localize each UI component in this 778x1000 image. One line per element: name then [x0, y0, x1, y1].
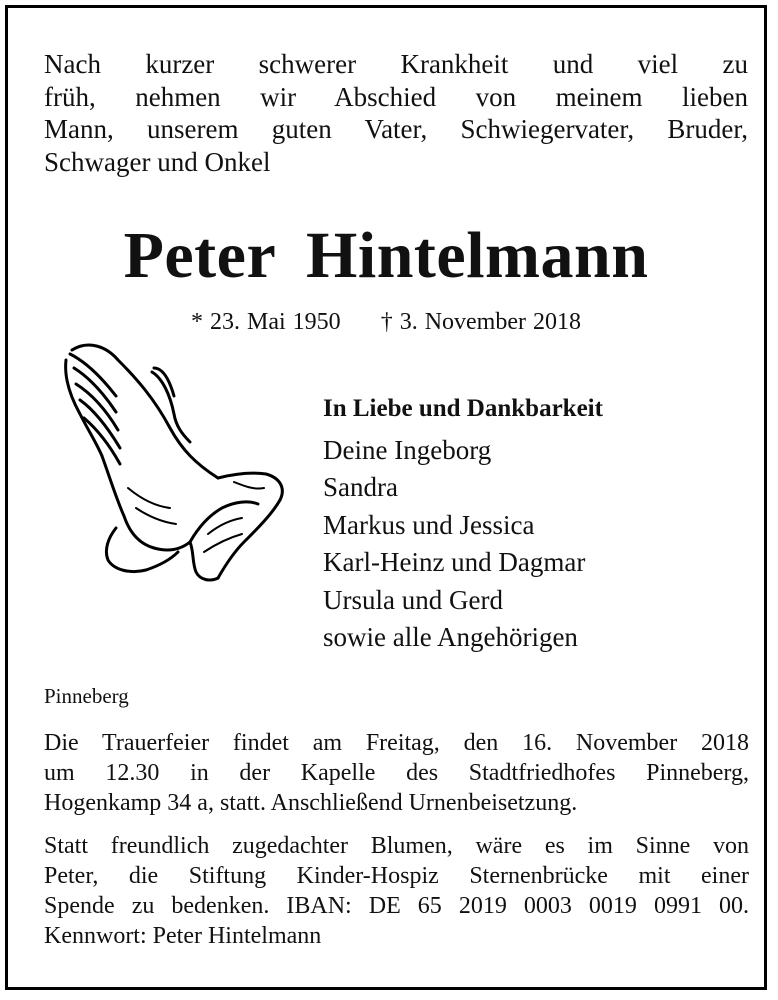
ceremony-line: Die Trauerfeier findet am Freitag, den 16. November 2018: [44, 730, 749, 756]
donation-line: Statt freundlich zugedachter Blumen, wäre es im Sinne von: [44, 833, 749, 859]
ceremony-line: um 12.30 in der Kapelle des Stadtfriedhofes Pinneberg,: [44, 760, 749, 786]
birth-date: * 23. Mai 1950: [191, 309, 341, 335]
signer-name: sowie alle Angehörigen: [323, 622, 578, 652]
place-name: Pinneberg: [44, 684, 129, 708]
signers-block: [323, 390, 743, 657]
donation-line: Spende zu bedenken. IBAN: DE 65 2019 0003 0019 0991 00.: [44, 893, 749, 919]
donation-line: Peter, die Stiftung Kinder-Hospiz Sternenbrücke mit einer: [44, 863, 749, 889]
donation-line: Kennwort: Peter Hintelmann: [44, 923, 322, 949]
signers-heading: In Liebe und Dankbarkeit: [323, 395, 603, 422]
deceased-name: Peter Hintelmann: [123, 219, 649, 292]
signer-name: Ursula und Gerd: [323, 584, 503, 615]
intro-line: Mann, unserem guten Vater, Schwiegervater, Bruder,: [44, 114, 748, 144]
intro-line: früh, nehmen wir Abschied von meinem lieben: [44, 81, 748, 112]
praying-hands-icon: [58, 338, 288, 588]
signer-name: Karl-Heinz und Dagmar: [323, 547, 586, 577]
donation-paragraph: [44, 831, 749, 951]
ceremony-line: Hogenkamp 34 a, statt. Anschließend Urnenbeisetzung.: [44, 790, 578, 816]
signer-name: Markus und Jessica: [323, 509, 535, 540]
intro-line: Schwager und Onkel: [44, 146, 271, 177]
ceremony-paragraph: [44, 728, 749, 818]
intro-line: Nach kurzer schwerer Krankheit und viel zu: [44, 49, 748, 79]
death-date: † 3. November 2018: [380, 309, 581, 335]
signer-name: Sandra: [323, 472, 398, 502]
obituary-notice: [5, 5, 767, 990]
life-dates: [8, 309, 764, 336]
signer-name: Deine Ingeborg: [323, 434, 492, 465]
intro-text: [44, 48, 748, 178]
